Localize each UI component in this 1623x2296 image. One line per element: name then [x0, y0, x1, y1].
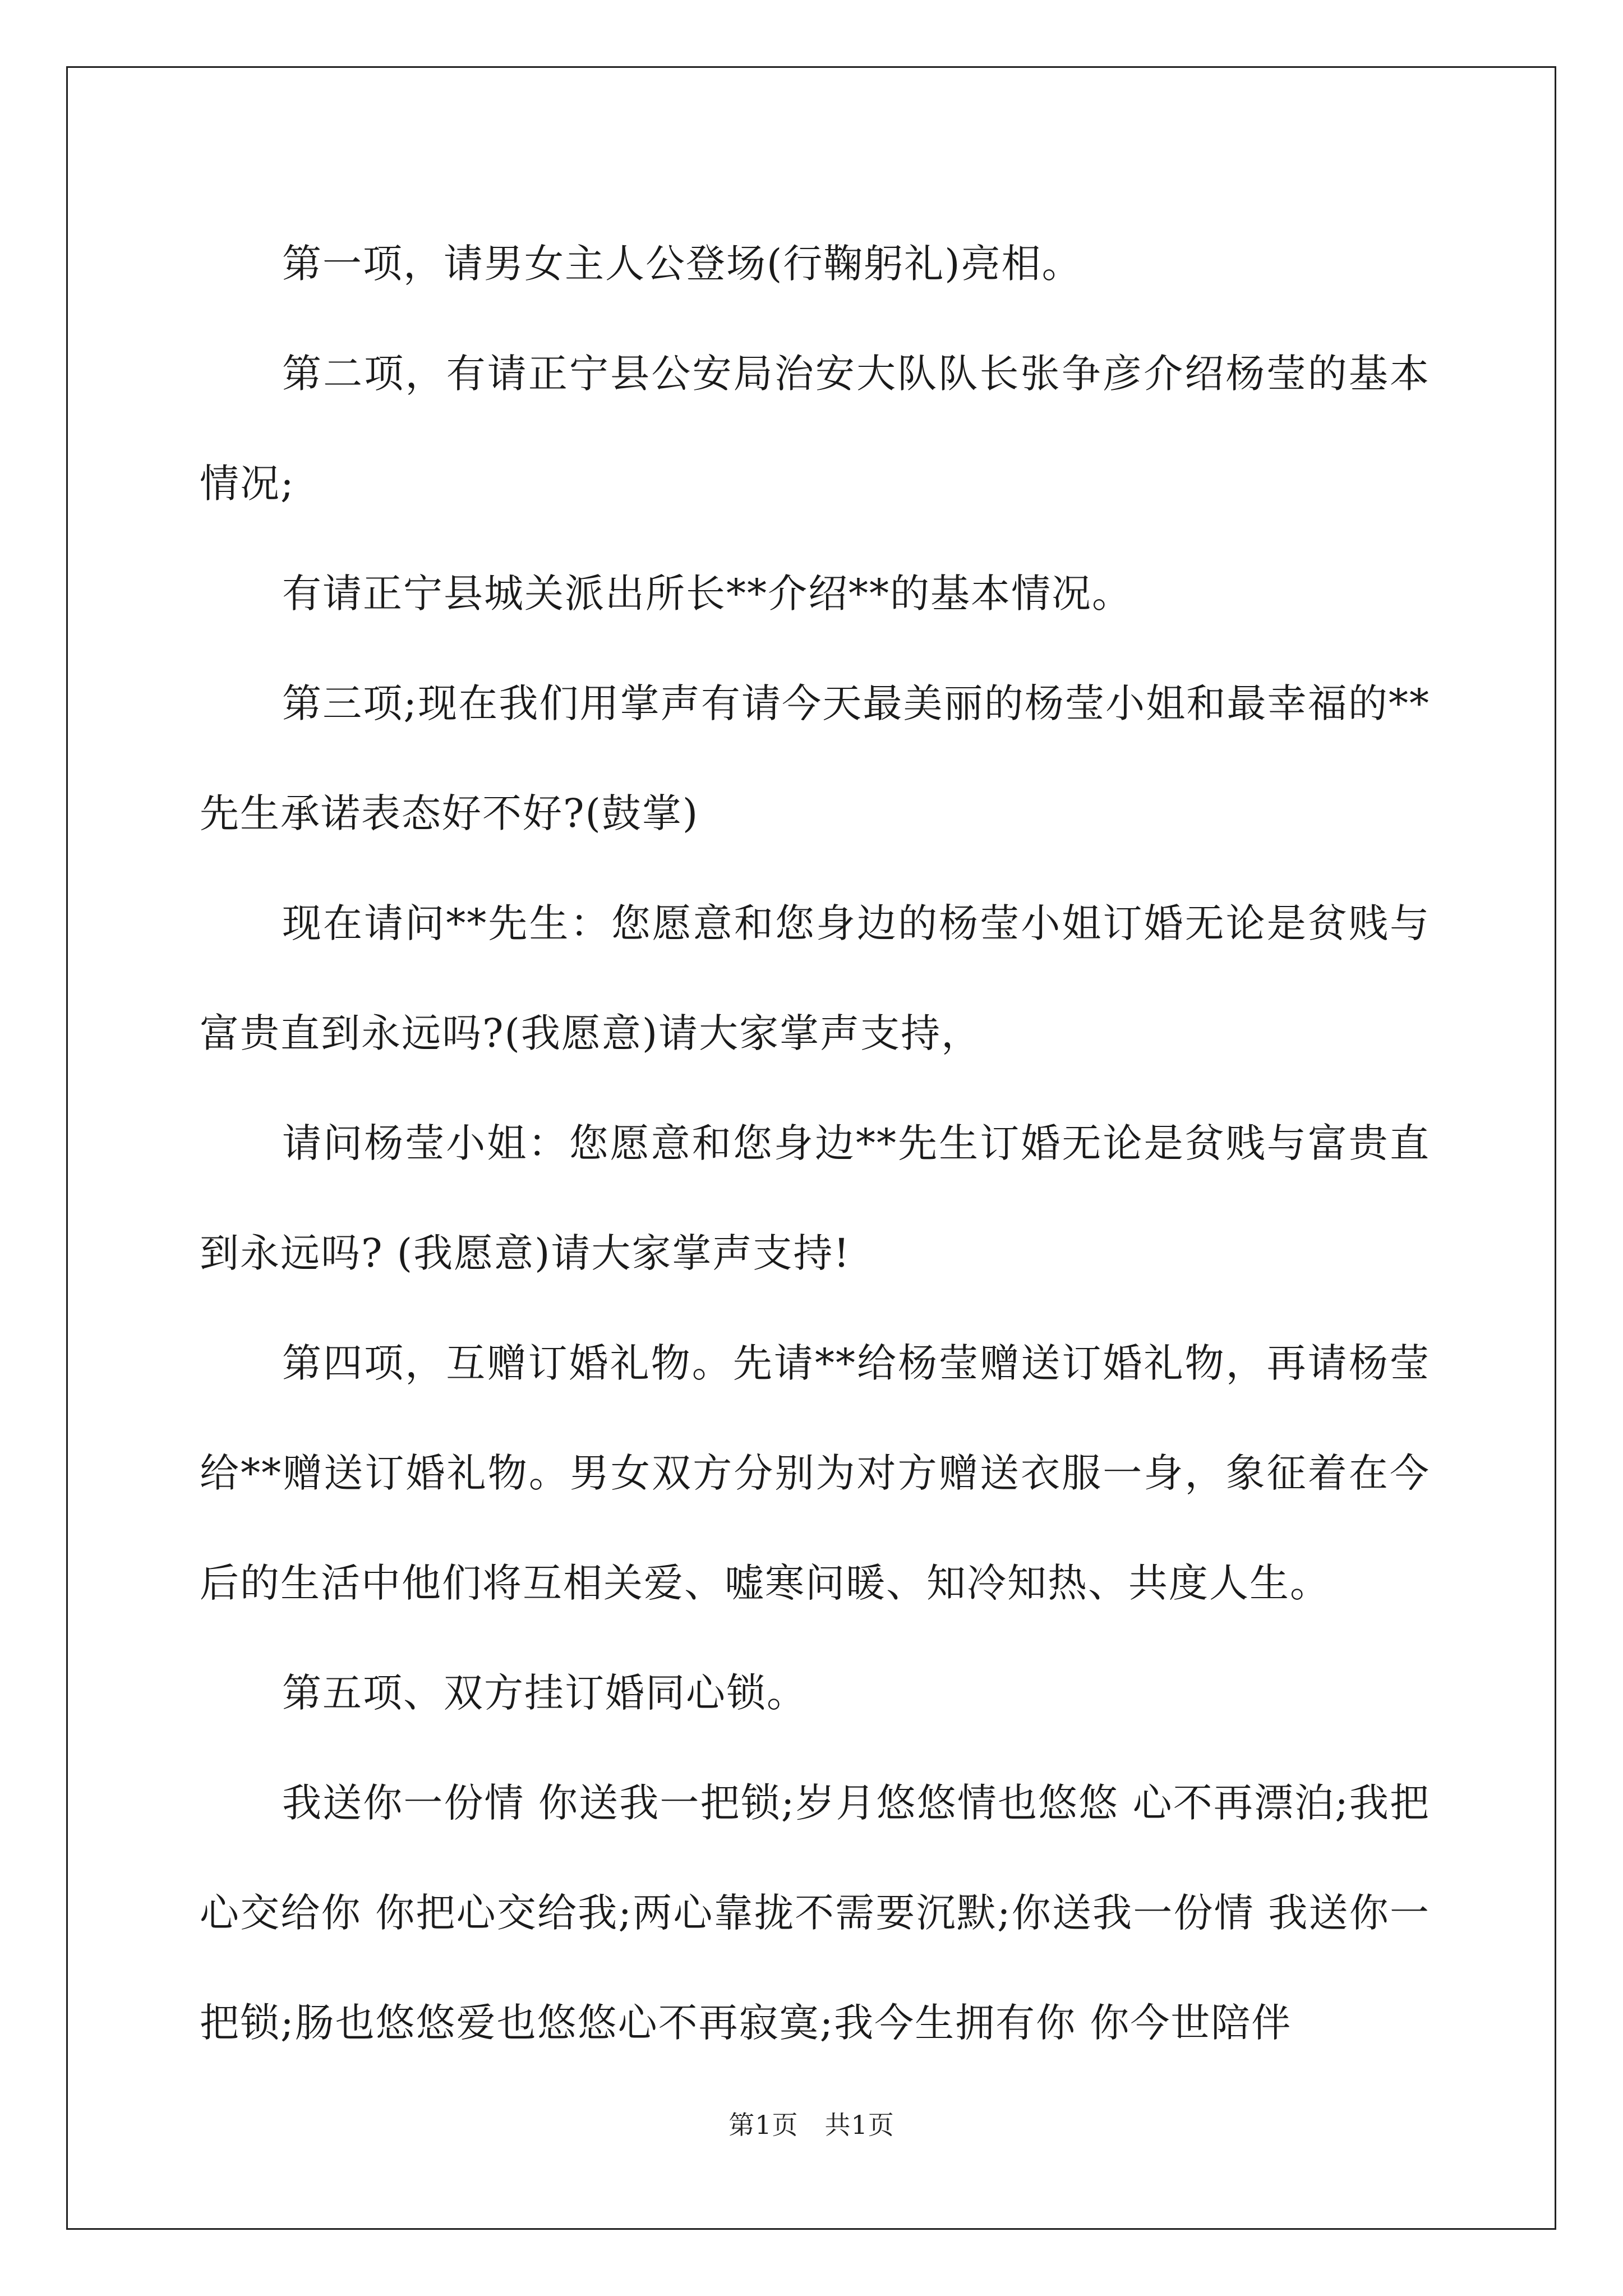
paragraph-6: 请问杨莹小姐：您愿意和您身边**先生订婚无论是贫贱与富贵直到永远吗? (我愿意)请大家掌声支持!: [200, 1120, 1430, 1276]
paragraph-3: 有请正宁县城关派出所长**介绍**的基本情况。: [282, 570, 1132, 616]
paragraph-8: 第五项、双方挂订婚同心锁。: [282, 1670, 807, 1716]
paragraph-9: 我送你一份情 你送我一把锁;岁月悠悠情也悠悠 心不再漂泊;我把心交给你 你把心交给我;两心靠拢不需要沉默;你送我一份情 我送你一把锁;肠也悠悠爱也悠悠心不再寂寞;我今生拥有你 你今世陪伴: [200, 1780, 1430, 2046]
paragraph-1: 第一项，请男女主人公登场(行鞠躬礼)亮相。: [282, 241, 1082, 287]
document-body: [200, 209, 1430, 2078]
paragraph-4: 第三项;现在我们用掌声有请今天最美丽的杨莹小姐和最幸福的**先生承诺表态好不好?(鼓掌): [200, 680, 1430, 836]
paragraph-5: 现在请问**先生：您愿意和您身边的杨莹小姐订婚无论是贫贱与富贵直到永远吗?(我愿意)请大家掌声支持，: [200, 900, 1430, 1056]
paragraph-2: 第二项，有请正宁县公安局治安大队队长张争彦介绍杨莹的基本情况;: [200, 351, 1430, 507]
page-number-footer: 第1页 共1页: [728, 2110, 895, 2140]
paragraph-7: 第四项，互赠订婚礼物。先请**给杨莹赠送订婚礼物，再请杨莹给**赠送订婚礼物。男女双方分别为对方赠送衣服一身，象征着在今后的生活中他们将互相关爱、嘘寒问暖、知冷知热、共度人生。: [200, 1340, 1430, 1606]
